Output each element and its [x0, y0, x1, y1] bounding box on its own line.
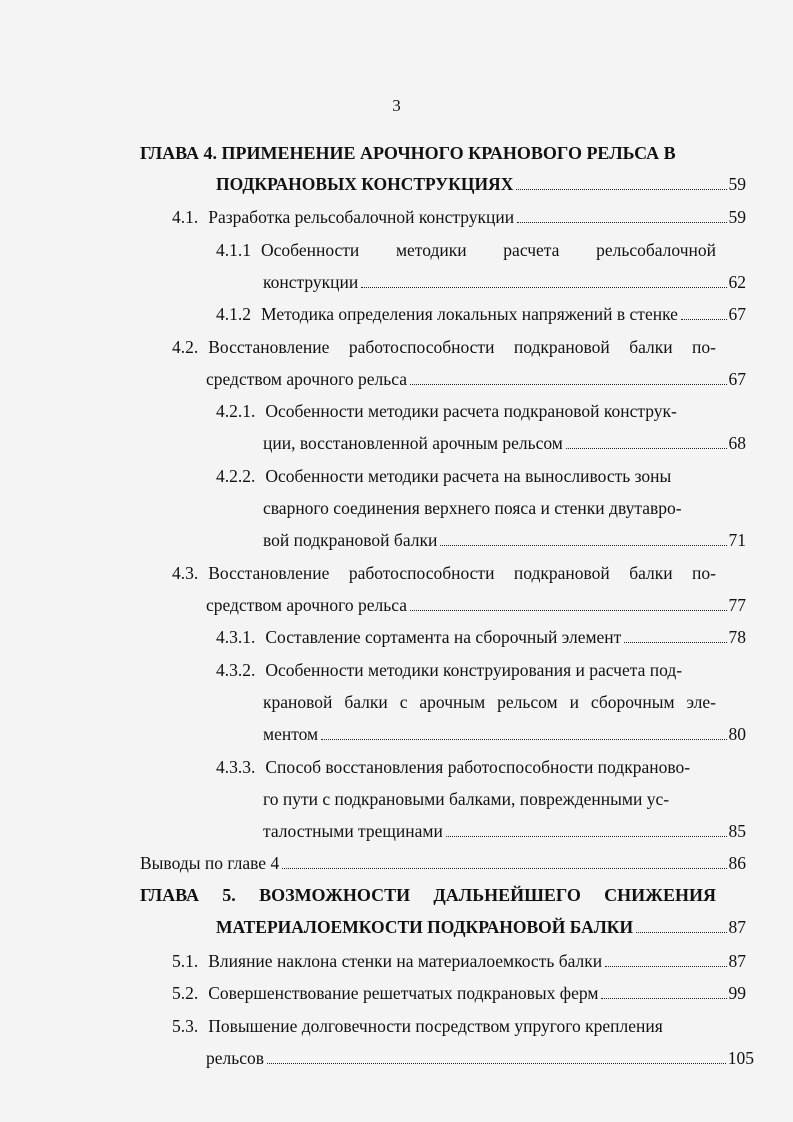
word: балки — [629, 337, 673, 357]
toc-entry-4-2-line2 — [206, 367, 746, 391]
page-ref: 62 — [728, 272, 746, 292]
section-title-continued: ментом — [263, 724, 319, 744]
section-title: Выводы по главе 4 — [140, 853, 280, 873]
page-ref: 78 — [728, 627, 746, 647]
leader-dots — [267, 1063, 726, 1064]
page-ref: 99 — [728, 983, 746, 1003]
word: балки — [629, 563, 673, 583]
leader-dots — [440, 545, 726, 546]
toc-entry-conclusions-4 — [140, 851, 746, 875]
leader-dots — [410, 384, 727, 385]
section-title-continued: вой подкрановой балки — [263, 530, 438, 550]
toc-entry-4-3-line1 — [172, 561, 716, 585]
section-number: 5.1. — [172, 951, 199, 971]
chapter-4-heading: ГЛАВА 4. ПРИМЕНЕНИЕ АРОЧНОГО КРАНОВОГО РЕЛЬСА В — [140, 143, 676, 163]
toc-entry-4-3-1 — [216, 625, 746, 649]
chapter-5-heading — [140, 883, 716, 907]
leader-dots — [361, 287, 726, 288]
toc-entry-4-3-3-line3 — [263, 819, 746, 843]
leader-dots — [605, 966, 726, 967]
toc-entry-4-2-2-line2: сварного соединения верхнего пояса и стенки двутавро- — [263, 498, 682, 518]
toc-entry-5-3-line2 — [206, 1046, 754, 1070]
toc-entry-4-3-2-line1 — [216, 658, 682, 682]
page-ref: 87 — [728, 917, 746, 937]
word: методики — [395, 240, 467, 260]
toc-entry-4-1 — [172, 205, 746, 229]
section-title-continued: конструкции — [263, 272, 359, 292]
section-title: Особенности методики расчета подкрановой конструк- — [265, 401, 677, 421]
leader-dots — [636, 932, 726, 933]
section-number: 4.1.1 — [216, 240, 251, 260]
word: 5. — [222, 885, 236, 905]
word: Особенности — [261, 240, 360, 260]
section-title-continued: рельсов — [206, 1048, 265, 1068]
toc-entry-4-2-1-line2 — [263, 431, 746, 455]
chapter-5-entry — [216, 915, 746, 939]
word: и — [569, 692, 579, 712]
section-title: Совершенствование решетчатых подкрановых ферм — [208, 983, 599, 1003]
toc-entry-5-2 — [172, 981, 746, 1005]
section-number: 4.1.2 — [216, 304, 251, 324]
word: работоспособности — [348, 337, 495, 357]
word: ГЛАВА — [140, 885, 200, 905]
toc-entry-4-2-2-line1 — [216, 464, 671, 488]
page-number: 3 — [392, 96, 401, 115]
section-title: Разработка рельсобалочной конструкции — [208, 207, 515, 227]
chapter-5-heading-line2: МАТЕРИАЛОЕМКОСТИ ПОДКРАНОВОЙ БАЛКИ — [216, 917, 634, 937]
word: расчета — [503, 240, 560, 260]
section-number: 4.3.2. — [216, 660, 256, 680]
toc-entry-4-1-2 — [216, 302, 746, 326]
section-number: 5.3. — [172, 1016, 199, 1036]
toc-entry-4-1-1-line2 — [263, 270, 746, 294]
toc-entry-4-1-1-line1 — [216, 238, 716, 262]
word: подкрановой — [513, 337, 610, 357]
section-title: Особенности методики конструирования и расчета под- — [265, 660, 683, 680]
section-title-continued: талостными трещинами — [263, 821, 443, 841]
toc-entry-4-3-line2 — [206, 593, 746, 617]
toc-entry-4-3-3-line2: го пути с подкрановыми балками, поврежденными ус- — [263, 789, 670, 809]
toc-entry-4-2-1-line1 — [216, 399, 677, 423]
word: по- — [692, 563, 716, 583]
leader-dots — [282, 868, 726, 869]
toc-entry-4-2-2-line3 — [263, 528, 746, 552]
page-ref: 59 — [728, 207, 746, 227]
toc-entry-4-3-3-line1 — [216, 755, 690, 779]
leader-dots — [566, 448, 727, 449]
page-ref: 86 — [728, 853, 746, 873]
toc-entry-5-3-line1 — [172, 1014, 663, 1038]
section-title: Составление сортамента на сборочный элемент — [265, 627, 622, 647]
page-ref: 67 — [728, 304, 746, 324]
toc-entry-5-1 — [172, 949, 746, 973]
section-title: Методика определения локальных напряжений в стенке — [261, 304, 678, 324]
page-ref: 67 — [728, 369, 746, 389]
chapter-4-heading-line2: ПОДКРАНОВЫХ КОНСТРУКЦИЯХ — [216, 174, 514, 194]
word: балки — [344, 692, 388, 712]
page-ref: 59 — [728, 174, 746, 194]
page-ref: 105 — [727, 1048, 754, 1068]
leader-dots — [446, 836, 727, 837]
toc-entry-4-3-2-line3 — [263, 722, 746, 746]
page-ref: 71 — [728, 530, 746, 550]
word: рельсом — [497, 692, 558, 712]
word: по- — [692, 337, 716, 357]
section-title: Влияние наклона стенки на материалоемкость балки — [208, 951, 603, 971]
word: рельсобалочной — [596, 240, 716, 260]
word: СНИЖЕНИЯ — [604, 885, 716, 905]
page-ref: 77 — [728, 595, 746, 615]
leader-dots — [601, 998, 726, 999]
page-ref: 87 — [728, 951, 746, 971]
leader-dots — [410, 610, 727, 611]
section-title: Особенности методики расчета на выносливость зоны — [265, 466, 672, 486]
word: сборочным — [590, 692, 675, 712]
leader-dots — [624, 642, 726, 643]
word: работоспособности — [348, 563, 495, 583]
word: ВОЗМОЖНОСТИ — [259, 885, 411, 905]
word: подкрановой — [513, 563, 610, 583]
section-title-continued: средством арочного рельса — [206, 369, 407, 389]
leader-dots — [517, 222, 726, 223]
section-title: Повышение долговечности посредством упругого крепления — [208, 1016, 663, 1036]
section-number: 4.3. — [172, 563, 199, 583]
section-title: Способ восстановления работоспособности подкраново- — [265, 757, 691, 777]
word: Восстановление — [208, 563, 330, 583]
word: эле- — [686, 692, 716, 712]
word: с — [399, 692, 408, 712]
section-number: 5.2. — [172, 983, 199, 1003]
section-number: 4.3.3. — [216, 757, 256, 777]
word: Восстановление — [208, 337, 330, 357]
page-ref: 68 — [728, 433, 746, 453]
toc-entry-4-3-2-line2 — [263, 690, 716, 714]
word: крановой — [263, 692, 333, 712]
page-ref: 85 — [728, 821, 746, 841]
word: арочным — [419, 692, 486, 712]
section-number: 4.1. — [172, 207, 199, 227]
toc-entry-4-2-line1 — [172, 335, 716, 359]
leader-dots — [516, 189, 726, 190]
leader-dots — [321, 739, 726, 740]
section-number: 4.3.1. — [216, 627, 256, 647]
section-number: 4.2.1. — [216, 401, 256, 421]
section-number: 4.2. — [172, 337, 199, 357]
leader-dots — [681, 319, 727, 320]
section-number: 4.2.2. — [216, 466, 256, 486]
section-title-continued: средством арочного рельса — [206, 595, 407, 615]
word: ДАЛЬНЕЙШЕГО — [433, 885, 581, 905]
section-title-continued: ции, восстановленной арочным рельсом — [263, 433, 563, 453]
page-ref: 80 — [728, 724, 746, 744]
chapter-4-entry — [216, 172, 746, 196]
